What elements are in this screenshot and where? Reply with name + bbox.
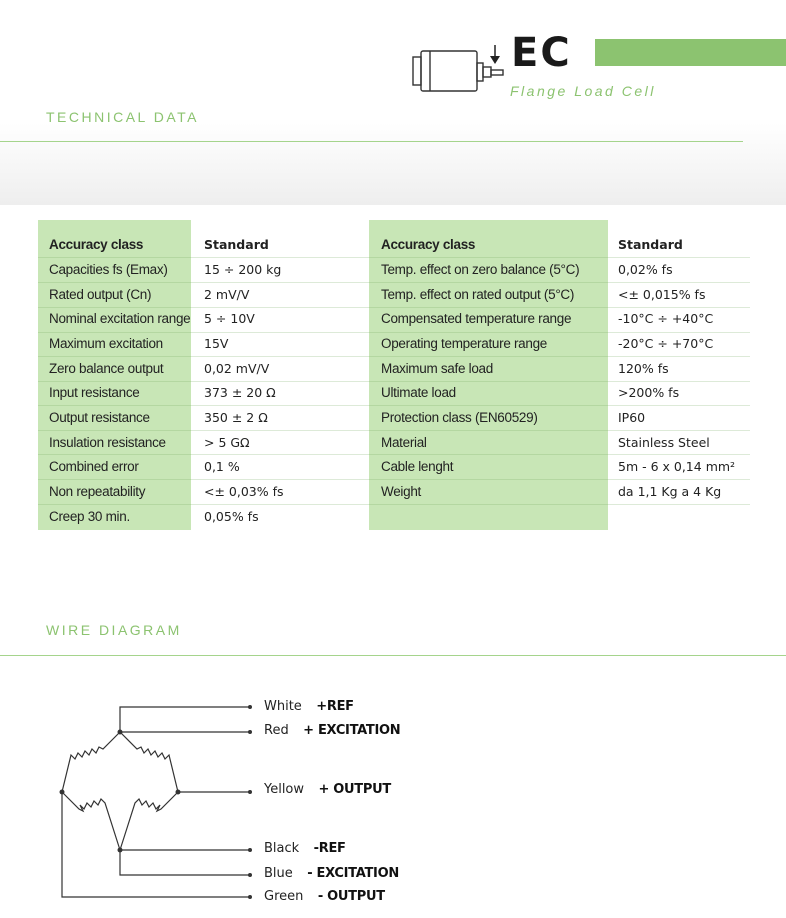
right-row-value: 5m - 6 x 0,14 mm² [618, 459, 736, 474]
left-row-value: 0,02 mV/V [204, 361, 270, 376]
row-divider [38, 430, 750, 431]
left-row-label: Creep 30 min. [49, 509, 130, 524]
model-name: EC [511, 30, 572, 76]
wire-signal: - OUTPUT [317, 889, 385, 904]
wire-diagram-title: WIRE DIAGRAM [46, 622, 182, 638]
right-row-value: 120% fs [618, 361, 669, 376]
technical-data-rule [0, 141, 743, 142]
row-divider [38, 504, 750, 505]
wire-color: Green [264, 889, 304, 904]
right-row-label: Operating temperature range [381, 336, 548, 351]
left-row-value: 373 ± 20 Ω [204, 385, 276, 400]
wire-color: Black [264, 841, 300, 856]
left-row-label: Capacities fs (Emax) [49, 262, 168, 277]
wire-color: Yellow [264, 782, 305, 797]
wire-label-blue [264, 865, 399, 881]
wire-signal: - EXCITATION [307, 866, 399, 881]
left-row-value: > 5 GΩ [204, 435, 250, 450]
left-row-value: 0,05% fs [204, 509, 259, 524]
row-divider [38, 479, 750, 480]
wire-signal: +REF [316, 699, 354, 714]
wire-color: Blue [264, 866, 293, 881]
right-row-label: Material [381, 435, 427, 450]
left-header-label: Accuracy class [49, 237, 144, 252]
right-header-value: Standard [618, 237, 683, 252]
wire-color: Red [264, 723, 289, 738]
left-row-label: Zero balance output [49, 361, 164, 376]
row-divider [38, 332, 750, 333]
wire-label-green [264, 888, 385, 904]
wire-diagram-rule [0, 655, 786, 656]
right-row-value: IP60 [618, 410, 646, 425]
accent-bar [595, 39, 786, 66]
left-row-value: <± 0,03% fs [204, 484, 284, 499]
right-row-label: Cable lenght [381, 459, 454, 474]
left-row-label: Nominal excitation range [49, 311, 191, 326]
row-divider [38, 454, 750, 455]
right-row-value: <± 0,015% fs [618, 287, 706, 302]
right-row-label: Maximum safe load [381, 361, 493, 376]
left-header-value: Standard [204, 237, 269, 252]
right-row-value: 0,02% fs [618, 262, 673, 277]
wire-signal: + EXCITATION [303, 723, 401, 738]
right-row-label: Temp. effect on zero balance (5°C) [381, 262, 580, 277]
left-row-value: 2 mV/V [204, 287, 250, 302]
product-subtitle: Flange Load Cell [510, 83, 656, 99]
wire-signal: -REF [313, 841, 346, 856]
right-row-value: -10°C ÷ +40°C [618, 311, 714, 326]
left-row-value: 15 ÷ 200 kg [204, 262, 282, 277]
left-row-label: Insulation resistance [49, 435, 166, 450]
right-row-label: Temp. effect on rated output (5°C) [381, 287, 575, 302]
right-row-label: Protection class (EN60529) [381, 410, 538, 425]
row-divider [38, 405, 750, 406]
wire-label-yellow [264, 781, 391, 797]
left-row-label: Maximum excitation [49, 336, 163, 351]
row-divider [38, 307, 750, 308]
left-row-label: Input resistance [49, 385, 140, 400]
wire-signal: + OUTPUT [318, 782, 391, 797]
row-divider [38, 381, 750, 382]
right-header-label: Accuracy class [381, 237, 476, 252]
technical-data-table [38, 220, 750, 530]
left-row-value: 0,1 % [204, 459, 240, 474]
left-row-value: 15V [204, 336, 229, 351]
left-row-value: 5 ÷ 10V [204, 311, 255, 326]
product-logo [410, 30, 786, 105]
wire-label-white [264, 698, 354, 714]
wire-label-black [264, 840, 346, 856]
right-row-value: >200% fs [618, 385, 680, 400]
right-row-value: -20°C ÷ +70°C [618, 336, 714, 351]
right-row-label: Ultimate load [381, 385, 456, 400]
right-row-label: Compensated temperature range [381, 311, 572, 326]
row-divider [38, 257, 750, 258]
row-divider [38, 282, 750, 283]
left-row-value: 350 ± 2 Ω [204, 410, 268, 425]
row-divider [38, 356, 750, 357]
load-cell-icon [410, 45, 510, 105]
wire-color: White [264, 699, 302, 714]
right-row-value: da 1,1 Kg a 4 Kg [618, 484, 722, 499]
technical-data-title: TECHNICAL DATA [46, 109, 199, 125]
left-row-label: Output resistance [49, 410, 150, 425]
left-row-label: Non repeatability [49, 484, 146, 499]
right-row-value: Stainless Steel [618, 435, 710, 450]
left-row-label: Rated output (Cn) [49, 287, 152, 302]
left-row-label: Combined error [49, 459, 139, 474]
right-row-label: Weight [381, 484, 421, 499]
wire-label-red [264, 722, 400, 738]
